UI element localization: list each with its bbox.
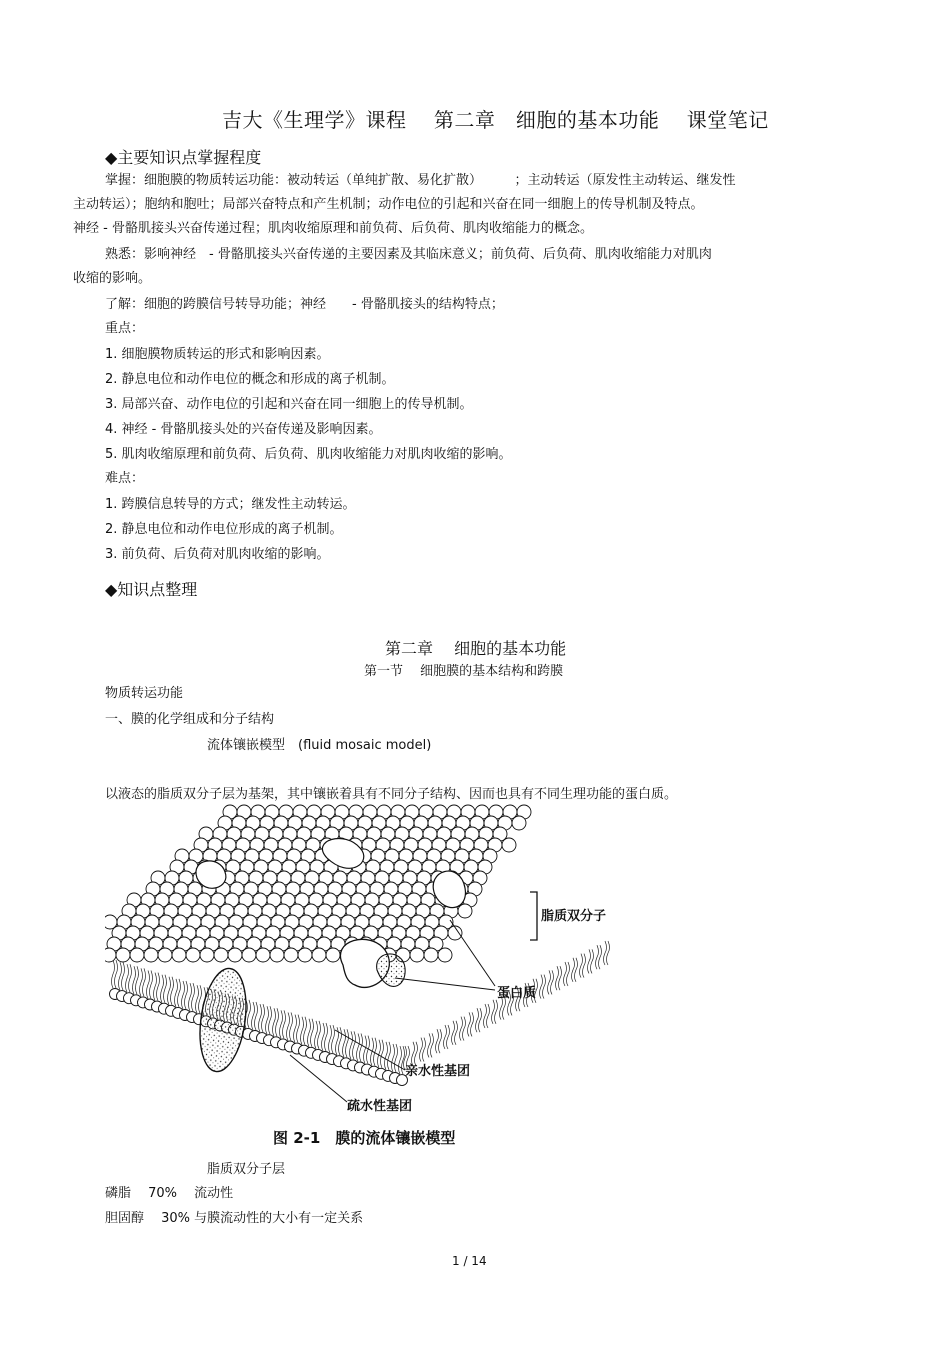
lipid-tail <box>343 1029 346 1057</box>
lipid-tail <box>420 1038 423 1062</box>
lipid-tail <box>115 960 118 988</box>
lipid-tail <box>439 1029 442 1053</box>
lipid-tail <box>147 971 150 999</box>
lipid-tail <box>294 1015 297 1043</box>
lipid-tail <box>543 975 546 999</box>
lipid-tail <box>325 1023 328 1051</box>
lipid-tail <box>315 1021 318 1049</box>
lipid-tail <box>119 962 122 990</box>
lipid-head <box>326 948 340 962</box>
difficult-label: 难点： <box>105 471 145 486</box>
figure-caption: 图 2-1 膜的流体镶嵌模型 <box>273 1129 456 1147</box>
lipid-head <box>158 948 172 962</box>
key-label: 重点： <box>105 321 145 336</box>
lipid-tail <box>476 1008 479 1032</box>
lipid-tail <box>487 1004 490 1028</box>
lipid-tail <box>332 1025 335 1053</box>
lipid-tail <box>452 1021 455 1045</box>
difficult-point-1: 1. 跨膜信息转导的方式；继发性主动转运。 <box>105 497 356 512</box>
lipid-tail <box>471 1012 474 1036</box>
lipid-tail <box>599 945 602 969</box>
lipid-tail <box>262 1004 265 1032</box>
section-title-continued: 物质转运功能 <box>105 686 184 701</box>
lipid-tail <box>136 966 139 994</box>
lipid-tail <box>431 1033 434 1057</box>
lipid-tail <box>463 1017 466 1041</box>
lipid-tail <box>428 1033 431 1057</box>
lipid-head <box>284 948 298 962</box>
phospholipid-line: 磷脂 70% 流动性 <box>105 1186 234 1201</box>
lipid-head <box>270 948 284 962</box>
lipid-tail <box>259 1004 262 1032</box>
lipid-tail <box>399 1046 402 1074</box>
label-hydrophilic: 亲水性基团 <box>405 1064 471 1079</box>
lipid-tail <box>392 1044 395 1072</box>
lipid-tail <box>378 1040 381 1068</box>
lipid-tail <box>436 1029 439 1053</box>
lipid-tail <box>171 977 174 1005</box>
lipid-heading: 脂质双分子层 <box>207 1162 286 1177</box>
lipid-tail <box>559 966 562 990</box>
lipid-tail <box>350 1031 353 1059</box>
lipid-head <box>424 948 438 962</box>
label-lipid-bilayer: 脂质双分子 <box>541 909 607 924</box>
lipid-head <box>256 948 270 962</box>
master-line-2: 主动转运）；胞纳和胞吐；局部兴奋特点和产生机制；动作电位的引起和兴奋在同一细胞上的传导机制及特点。 <box>73 197 704 212</box>
lipid-tail <box>189 983 192 1011</box>
lipid-tail <box>150 971 153 999</box>
chapter-title: 第二章 细胞的基本功能 <box>385 639 567 658</box>
section-heading-knowledge: ◆知识点整理 <box>105 580 198 599</box>
lipid-head <box>438 948 452 962</box>
key-point-1: 1. 细胞膜物质转运的形式和影响因素。 <box>105 347 330 362</box>
lipid-tail <box>266 1006 269 1034</box>
lipid-tail <box>280 1010 283 1038</box>
lipid-tail <box>364 1036 367 1064</box>
master-line-1: 掌握：细胞膜的物质转运功能：被动转运（单纯扩散、易化扩散） ；主动转运（原发性主动转运、继发性 <box>105 173 736 188</box>
lipid-tail <box>126 964 129 992</box>
lipid-tail <box>412 1042 415 1066</box>
lipid-head <box>242 948 256 962</box>
lipid-tail <box>304 1017 307 1045</box>
key-point-5: 5. 肌肉收缩原理和前负荷、后负荷、肌肉收缩能力对肌肉收缩的影响。 <box>105 447 512 462</box>
lipid-tail <box>196 985 199 1013</box>
lipid-tail <box>248 1000 251 1028</box>
lipid-tail <box>468 1012 471 1036</box>
lipid-tail <box>161 975 164 1003</box>
lipid-head <box>116 948 130 962</box>
lipid-head <box>228 948 242 962</box>
lipid-tail <box>556 966 559 990</box>
difficult-point-2: 2. 静息电位和动作电位形成的离子机制。 <box>105 522 343 537</box>
lipid-tail <box>415 1042 418 1066</box>
lipid-tail <box>540 975 543 999</box>
lipid-tail <box>290 1013 293 1041</box>
lipid-tail <box>395 1044 398 1072</box>
protein-leader-1 <box>450 920 495 986</box>
lipid-tail <box>269 1006 272 1034</box>
page-number: 1 / 14 <box>452 1254 487 1268</box>
label-hydrophobic: 疏水性基团 <box>347 1099 413 1114</box>
lipid-tail <box>455 1021 458 1045</box>
lipid-tail <box>175 979 178 1007</box>
lipid-tail <box>444 1025 447 1049</box>
lipid-tail <box>154 973 157 1001</box>
protein-leader-2 <box>395 978 495 990</box>
lipid-tail <box>479 1008 482 1032</box>
lipid-tail <box>588 949 591 973</box>
lipid-tail <box>122 962 125 990</box>
lipid-tail <box>182 981 185 1009</box>
lipid-head <box>298 948 312 962</box>
lipid-tail <box>129 964 132 992</box>
lipid-tail <box>185 981 188 1009</box>
lipid-tail <box>192 983 195 1011</box>
lipid-tail <box>301 1017 304 1045</box>
lipid-tail <box>572 958 575 982</box>
lipid-head <box>512 816 526 830</box>
lipid-tail <box>564 962 567 986</box>
section-heading-mastery: ◆主要知识点掌握程度 <box>105 148 262 167</box>
lipid-tail <box>255 1002 258 1030</box>
lipid-tail <box>385 1042 388 1070</box>
lipid-tail <box>580 954 583 978</box>
lipid-head <box>144 948 158 962</box>
lipid-tail <box>143 968 146 996</box>
lipid-tail <box>157 973 160 1001</box>
lipid-tail <box>353 1031 356 1059</box>
lipid-tail <box>339 1027 342 1055</box>
lipid-tail <box>276 1008 279 1036</box>
lipid-tail <box>360 1034 363 1062</box>
lipid-tail <box>492 1000 495 1024</box>
lipid-tail <box>495 1000 498 1024</box>
lipid-tail <box>567 962 570 986</box>
lipid-tail <box>484 1004 487 1028</box>
lipid-tail <box>168 977 171 1005</box>
lipid-head <box>214 948 228 962</box>
lipid-tail <box>164 975 167 1003</box>
lipid-head <box>172 948 186 962</box>
fluid-mosaic-figure <box>105 800 645 1155</box>
lipid-tail <box>112 960 115 988</box>
lipid-tail <box>607 941 610 965</box>
lipid-tail <box>381 1040 384 1068</box>
familiar-line-1: 熟悉：影响神经 - 骨骼肌接头兴奋传递的主要因素及其临床意义；前负荷、后负荷、肌肉收缩能力对肌肉 <box>105 247 712 262</box>
lipid-tail <box>140 968 143 996</box>
lipid-tail <box>133 966 136 994</box>
key-point-2: 2. 静息电位和动作电位的概念和形成的离子机制。 <box>105 372 395 387</box>
lipid-tail <box>551 970 554 994</box>
label-protein: 蛋白质 <box>497 986 537 1001</box>
understand-line: 了解：细胞的跨膜信号转导功能；神经 - 骨骼肌接头的结构特点； <box>105 297 504 312</box>
lipid-head <box>130 948 144 962</box>
difficult-point-3: 3. 前负荷、后负荷对肌肉收缩的影响。 <box>105 547 330 562</box>
familiar-line-2: 收缩的影响。 <box>73 271 152 286</box>
lipid-tail <box>548 970 551 994</box>
lipid-tail <box>460 1017 463 1041</box>
lipid-head <box>186 948 200 962</box>
master-line-3: 神经 - 骨骼肌接头兴奋传递过程；肌肉收缩原理和前负荷、后负荷、肌肉收缩能力的概念。 <box>73 221 593 236</box>
lipid-tail <box>273 1008 276 1036</box>
lipid-tail <box>357 1034 360 1062</box>
page-title: 吉大《生理学》课程 第二章 细胞的基本功能 课堂笔记 <box>222 108 769 132</box>
lipid-head <box>502 838 516 852</box>
lipid-head <box>410 948 424 962</box>
lipid-head <box>200 948 214 962</box>
lipid-tail <box>287 1013 290 1041</box>
lipid-head <box>105 948 116 962</box>
lipid-tail <box>447 1025 450 1049</box>
lipid-head <box>458 904 472 918</box>
lipid-tail <box>575 958 578 982</box>
model-name: 流体镶嵌模型 (fluid mosaic model) <box>207 738 432 753</box>
lipid-tail <box>604 941 607 965</box>
lipid-tail <box>311 1019 314 1047</box>
lipid-tail <box>583 954 586 978</box>
lipid-head <box>312 948 326 962</box>
bilayer-bracket <box>530 892 537 940</box>
lipid-tail <box>329 1025 332 1053</box>
transmembrane-protein-large <box>194 965 252 1074</box>
cholesterol-line: 胆固醇 30% 与膜流动性的大小有一定关系 <box>105 1211 364 1226</box>
lipid-tail <box>596 945 599 969</box>
lipid-tail <box>199 985 202 1013</box>
model-description: 以液态的脂质双分子层为基架，其中镶嵌着具有不同分子结构、因而也具有不同生理功能的蛋白质。 <box>105 787 678 802</box>
lipid-tail <box>322 1023 325 1051</box>
lipid-tail <box>591 949 594 973</box>
lipid-tail <box>388 1042 391 1070</box>
lipid-tail <box>423 1038 426 1062</box>
lipid-tail <box>297 1015 300 1043</box>
lipid-tail <box>283 1010 286 1038</box>
key-point-4: 4. 神经 - 骨骼肌接头处的兴奋传递及影响因素。 <box>105 422 382 437</box>
lipid-tail <box>318 1021 321 1049</box>
lipid-tail <box>308 1019 311 1047</box>
lipid-tail <box>252 1002 255 1030</box>
subheading-membrane-composition: 一、膜的化学组成和分子结构 <box>105 712 275 727</box>
section-title: 第一节 细胞膜的基本结构和跨膜 <box>364 664 564 679</box>
lipid-tail <box>346 1029 349 1057</box>
key-point-3: 3. 局部兴奋、动作电位的引起和兴奋在同一细胞上的传导机制。 <box>105 397 473 412</box>
lipid-tail <box>178 979 181 1007</box>
